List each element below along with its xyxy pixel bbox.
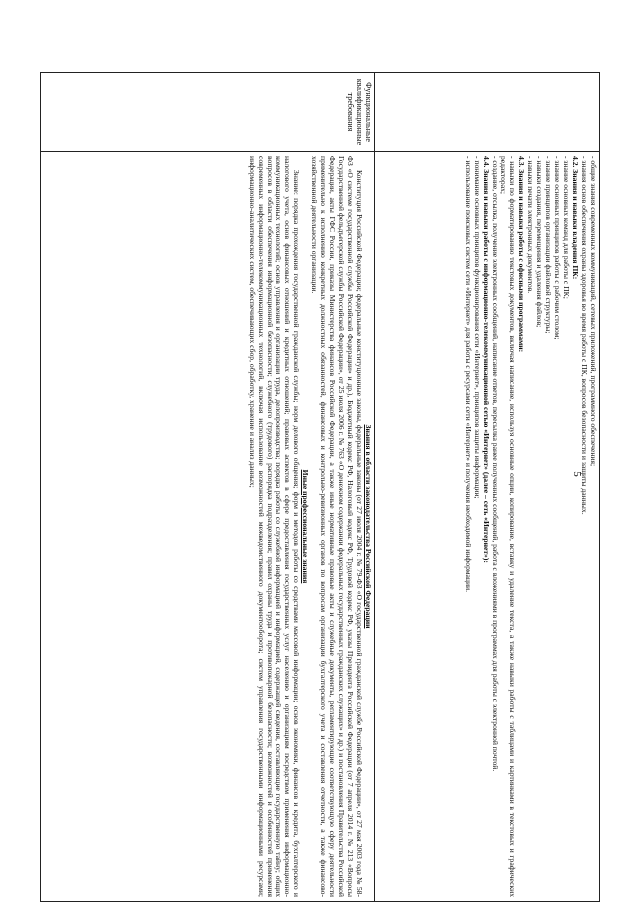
skill-line: - знания основ обеспечения охраны здоровья во время работы с ПК, вопросов безопасности и защиты данных.	[580, 156, 590, 515]
page-number: 5	[570, 471, 583, 477]
skill-line: - навыки печати электронных документов.	[526, 156, 536, 294]
knowledge-cell	[41, 152, 375, 902]
other-knowledge-heading: Иные профессиональные знания	[301, 469, 311, 584]
law-heading: Знания в области законодательства Российской Федерации	[364, 424, 373, 629]
skills-cell	[375, 152, 600, 902]
skill-line: - навыки по форматированию текстовых документов, включая написание, используя основные опции, копирование, вставку и удаление текста, а также навыки работы с таблицами и картинками в текстовых и графических редакторах;	[499, 156, 518, 897]
other-knowledge-text: Знание: порядка прохождения государственной гражданской службы; норм делового общения; форм и методов работы со средствами массовой информации; основ экономики, финансов и кредита, бухгалтерского и налогового учета, основ финансовых отношений и кредитных отношений; правовых аспектов в сфере предоставления государственных услуг населению и организациям посредством применения информационно-коммуникационных технологий; основ управления и организации труда, делопроизводства; порядка работы со служебной информацией и информацией, содержащей сведения, составляющие государственную тайну; общих вопросов в области обеспечения информационной безопасности; служебного (трудового) распорядка подразделения; правил охраны труда и противопожарной безопасности; возможностей и особенностей применения современных информационно-телекоммуникационных технологий, включая использование возможностей межведомственного документооборота; систем управления государственными информационными ресурсами; информационно-аналитических систем, обеспечивающих сбор, обработку, хранение и анализ данных;	[247, 156, 302, 897]
skill-heading: 4.3. Знания и навыки работы с офисными программами:	[517, 156, 527, 353]
skill-heading: 4.4. Знания и навыки работы с информационно-телекоммуникационной сетью «Интернет» (далее – сеть «Интернет»):	[481, 156, 491, 563]
skill-line: - понимание основных принципов функционирования сети «Интернет», принципов защиты информации;	[472, 156, 482, 499]
rotated-table-container	[40, 72, 600, 902]
skill-line: - использование поисковых систем сети «Интернет» для работы с ресурсами сети «Интернет» и получения необходимой информации.	[463, 156, 473, 592]
skill-line: - создание, отсылка, получение электронных сообщений, написание ответов, пересылка ранее полученных сообщений, работа с вложениями в программах для работы с электронной почтой.	[490, 156, 500, 772]
skill-line: - общие знания современных коммуникаций, сетевых приложений, программного обеспечения;	[589, 156, 598, 467]
row1-label-cell	[375, 73, 600, 152]
skill-line: - знание основных команд для работы с ПК;	[562, 156, 572, 299]
skill-line: - знание основных принципов работы с рабочим столом;	[553, 156, 563, 340]
skill-line: - знание принципов организации файловой структуры;	[544, 156, 554, 334]
skill-heading: 4.2. Знания и навыки владения ПК:	[571, 156, 581, 280]
skill-line: - навыки создания, перемещения и удаления файлов;	[535, 156, 545, 328]
law-text: Конституция Российской Федерации; федеральные конституционные законы, федеральные законы (от 27 июля 2004 г. № 79-ФЗ «О государственной гражданской службе Российской Федерации», от 27 мая 2003 года № 58-ФЗ «О системе государственной службы Российской Федерации» и др.), Бюджетный кодекс РФ, Налоговый кодекс РФ, Трудовой кодекс РФ, указы Президента Российской Федерации (от 7 апреля 2014 г. № 213 «Вопросы Государственной фельдъегерской службы Российской Федерации», от 25 июля 2006 г. № 763 «О денежном содержании федеральных государственных гражданских служащих» и др.) и постановления Правительства Российской Федерации, акты ГФС России, приказы Министерства финансов Российской Федерации, а также иные нормативные правовые акты и служебные документы, регламентирующие соответствующую сферу деятельности применительно к исполнению конкретных должностных обязанностей, финансовых и контрольно-ревизионных органов по вопросам организации бухгалтерского учета и составления отчетности, а также финансово-хозяйственной деятельности организации.	[310, 156, 365, 897]
requirements-label: Функциональные квалификационные требования	[41, 73, 375, 152]
requirements-table	[40, 72, 600, 902]
